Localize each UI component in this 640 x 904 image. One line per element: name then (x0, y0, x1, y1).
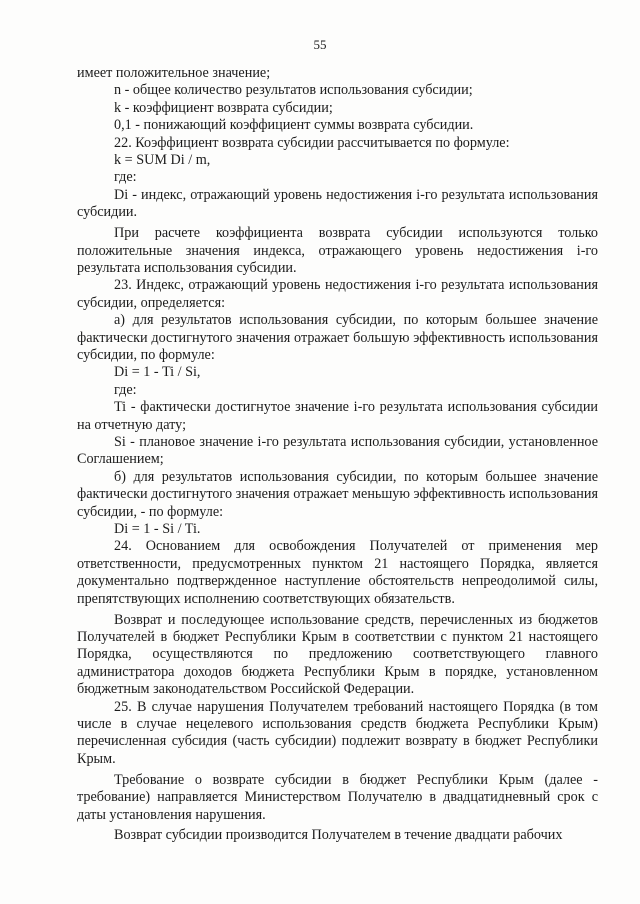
paragraph: Di = 1 - Si / Ti. (114, 521, 201, 538)
paragraph: где: (114, 381, 137, 398)
paragraph: Возврат субсидии производится Получателем в течение двадцати рабочих (114, 827, 563, 844)
paragraph: При расчете коэффициента возврата субсидии используются только положительные значения индекса, отражающего уровень недостижения i-го результата использования субсидии. (77, 225, 598, 276)
paragraph: k = SUM Di / m, (114, 152, 211, 169)
paragraph: Di = 1 - Ti / Si, (114, 364, 201, 381)
paragraph: 24. Основанием для освобождения Получателей от применения мер ответственности, предусмотренных пунктом 21 настоящего Порядка, является документально подтвержденное наступление обстоятельств непреодолимой силы, препятствующих исполнению соответствующих обязательств. (77, 538, 598, 607)
paragraph: n - общее количество результатов использования субсидии; (114, 82, 473, 99)
paragraph: а) для результатов использования субсидии, по которым большее значение фактически достигнутого значения отражает большую эффективность использования субсидии, по формуле: (77, 312, 598, 363)
paragraph: Si - плановое значение i-го результата использования субсидии, установленное Соглашением; (77, 434, 598, 468)
paragraph: 0,1 - понижающий коэффициент суммы возврата субсидии. (114, 117, 474, 134)
paragraph: имеет положительное значение; (77, 65, 271, 81)
paragraph: 25. В случае нарушения Получателем требований настоящего Порядка (в том числе в случае нецелевого использования средств бюджета Республики Крым) перечисленная субсидия (часть субсидии) подлежит возврату в бюджет Республики Крым. (77, 698, 598, 767)
document-body (77, 65, 598, 845)
paragraph: 22. Коэффициент возврата субсидии рассчитывается по формуле: (114, 134, 510, 151)
paragraph: Ti - фактически достигнутое значение i-го результата использования субсидии на отчетную дату; (77, 399, 598, 433)
paragraph: Di - индекс, отражающий уровень недостижения i-го результата использования субсидии. (77, 186, 598, 221)
paragraph: Возврат и последующее использование средств, перечисленных из бюджетов Получателей в бюджет Республики Крым в соответствии с пунктом 21 настоящего Порядка, осуществляются по предложению соответствующего главного администратора доходов бюджета Республики Крым в порядке, установленном бюджетным законодательством Российской Федерации. (77, 611, 598, 698)
paragraph: 23. Индекс, отражающий уровень недостижения i-го результата использования субсидии, определяется: (77, 277, 598, 311)
paragraph: k - коэффициент возврата субсидии; (114, 99, 333, 116)
paragraph: Требование о возврате субсидии в бюджет Республики Крым (далее - требование) направляется Министерством Получателю в двадцатидневный срок с даты установления нарушения. (77, 771, 598, 823)
paragraph: б) для результатов использования субсидии, по которым большее значение фактически достигнутого значения отражает меньшую эффективность использования субсидии, - по формуле: (77, 468, 598, 520)
paragraph: где: (114, 169, 137, 186)
page-number: 55 (313, 37, 327, 52)
